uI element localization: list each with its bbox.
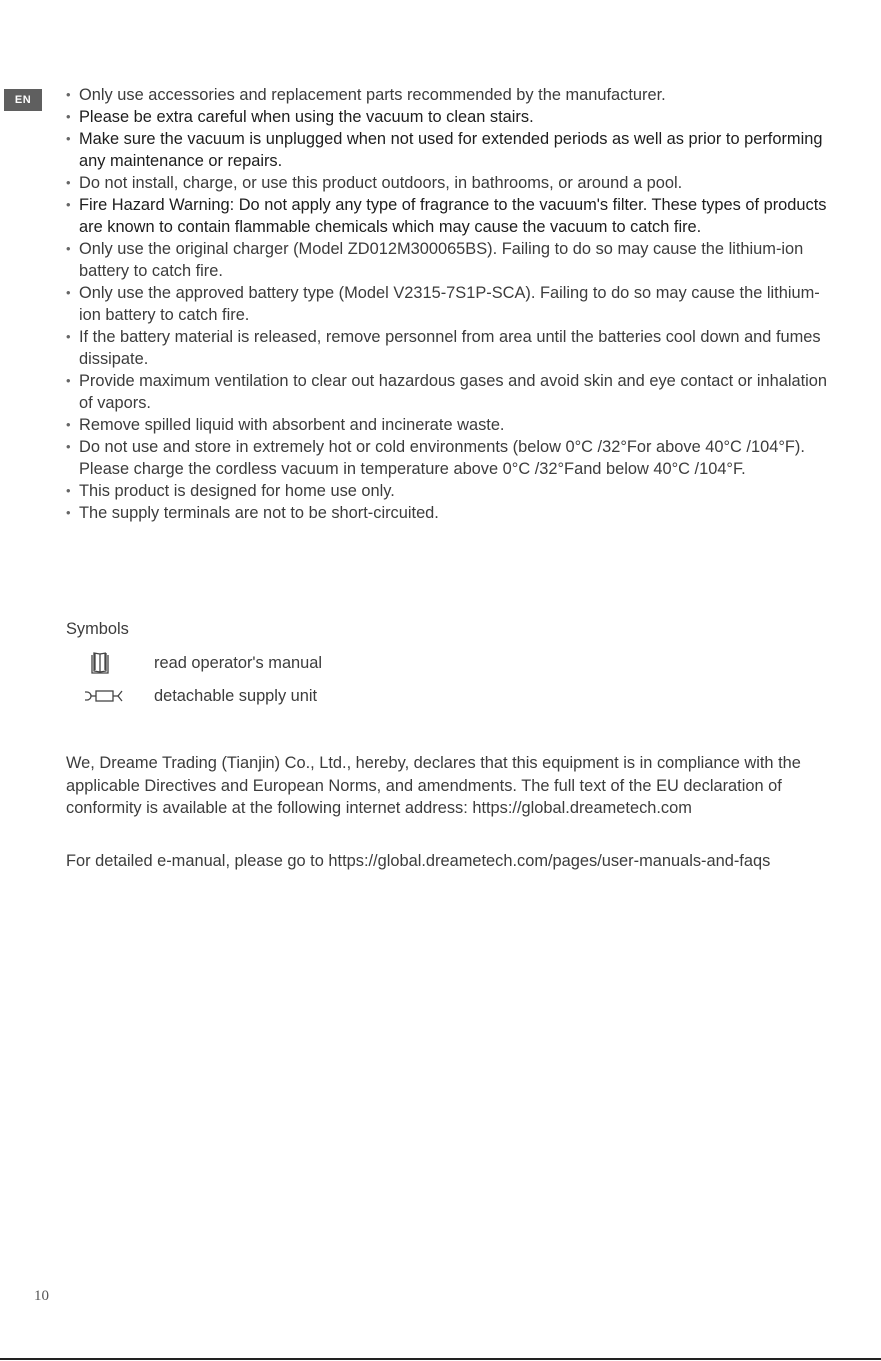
page-number: 10 [34,1288,49,1304]
list-item: • If the battery material is released, remove personnel from area until the batteries cool down and fumes dissipate. [66,326,836,370]
list-item: • Do not install, charge, or use this product outdoors, in bathrooms, or around a pool. [66,172,836,194]
eu-declaration-text: We, Dreame Trading (Tianjin) Co., Ltd., hereby, declares that this equipment is in compliance with the applicable Directives and European Norms, and amendments. The full text of the EU declaration of conformity is available at the following internet address: https://global.dreametech.com [66,754,801,817]
list-item: • Make sure the vacuum is unplugged when not used for extended periods as well as prior to performing any maintenance or repairs. [66,128,836,172]
safety-instructions-list [66,84,836,524]
list-item: • Provide maximum ventilation to clear out hazardous gases and avoid skin and eye contact or inhalation of vapors. [66,370,836,414]
symbol-label: read operator's manual [154,653,323,672]
symbols-heading: Symbols [66,620,129,638]
symbol-row-manual [80,650,322,676]
list-item: • Only use the approved battery type (Model V2315-7S1P-SCA). Failing to do so may cause the lithium-ion battery to catch fire. [66,282,836,326]
e-manual-text: For detailed e-manual, please go to https://global.dreametech.com/pages/user-manuals-and-faqs [66,852,771,870]
list-item: • Only use accessories and replacement parts recommended by the manufacturer. [66,84,836,106]
list-item: • This product is designed for home use only. [66,480,836,502]
symbol-row-supply-unit [80,683,317,709]
list-item: • Fire Hazard Warning: Do not apply any type of fragrance to the vacuum's filter. These types of products are known to contain flammable chemicals which may cause the vacuum to catch fire. [66,194,836,238]
list-item: • The supply terminals are not to be short-circuited. [66,502,836,524]
list-item: • Please be extra careful when using the vacuum to clean stairs. [66,106,836,128]
list-item: • Only use the original charger (Model ZD012M300065BS). Failing to do so may cause the lithium-ion battery to catch fire. [66,238,836,282]
symbol-label: detachable supply unit [154,686,318,705]
list-item: • Do not use and store in extremely hot or cold environments (below 0°C /32°For above 40°C /104°F). Please charge the cordless vacuum in temperature above 0°C /32°Fand below 40°C /104°F. [66,436,836,480]
detachable-supply-unit-icon [80,686,154,706]
language-badge: EN [4,89,42,111]
list-item: • Remove spilled liquid with absorbent and incinerate waste. [66,414,836,436]
manual-book-icon [80,650,154,676]
bottom-divider [0,1358,881,1360]
